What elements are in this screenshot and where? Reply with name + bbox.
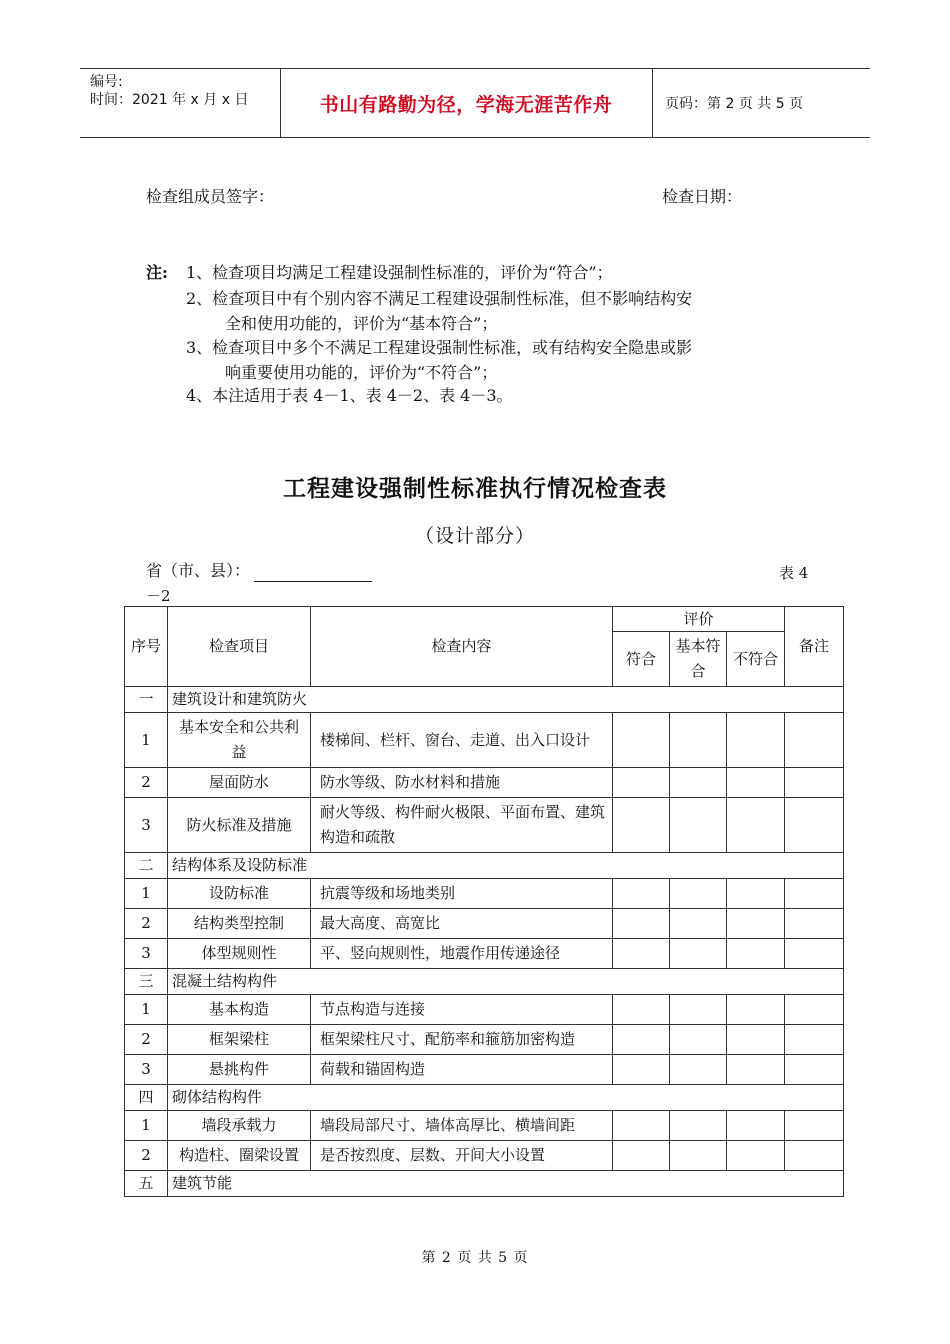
remarks-cell[interactable] <box>785 909 844 939</box>
table-row <box>125 879 844 909</box>
remarks-cell[interactable] <box>785 939 844 969</box>
basic-comply-cell[interactable] <box>670 879 727 909</box>
remarks-cell[interactable] <box>785 995 844 1025</box>
row-seq: 2 <box>125 909 168 939</box>
row-seq: 3 <box>125 939 168 969</box>
section-number: 二 <box>125 853 168 879</box>
row-seq: 1 <box>125 713 168 768</box>
row-seq: 1 <box>125 1111 168 1141</box>
basic-comply-cell[interactable] <box>670 713 727 768</box>
section-row <box>125 853 844 879</box>
comply-cell[interactable] <box>613 1111 670 1141</box>
comply-cell[interactable] <box>613 995 670 1025</box>
header-item: 检查项目 <box>168 607 311 687</box>
province-label: 省（市、县）： <box>146 561 251 580</box>
note-item: 4、本注适用于表 4－1、表 4－2、表 4－3。 <box>186 386 513 405</box>
remarks-cell[interactable] <box>785 879 844 909</box>
row-item: 基本安全和公共利益 <box>168 713 311 768</box>
section-number: 三 <box>125 969 168 995</box>
row-content: 框架梁柱尺寸、配筋率和箍筋加密构造 <box>311 1025 613 1055</box>
basic-comply-cell[interactable] <box>670 995 727 1025</box>
row-item: 框架梁柱 <box>168 1025 311 1055</box>
basic-comply-cell[interactable] <box>670 768 727 798</box>
comply-cell[interactable] <box>613 768 670 798</box>
row-item: 墙段承载力 <box>168 1111 311 1141</box>
row-content: 楼梯间、栏杆、窗台、走道、出入口设计 <box>311 713 613 768</box>
section-title: 建筑设计和建筑防火 <box>168 687 844 713</box>
remarks-cell[interactable] <box>785 713 844 768</box>
basic-comply-cell[interactable] <box>670 939 727 969</box>
table-row <box>125 995 844 1025</box>
row-content: 耐火等级、构件耐火极限、平面布置、建筑构造和疏散 <box>311 798 613 853</box>
row-content: 墙段局部尺寸、墙体高厚比、横墙间距 <box>311 1111 613 1141</box>
not-comply-cell[interactable] <box>727 1055 785 1085</box>
row-content: 防水等级、防水材料和措施 <box>311 768 613 798</box>
section-row <box>125 1085 844 1111</box>
document-title: 工程建设强制性标准执行情况检查表 <box>283 475 667 502</box>
comply-cell[interactable] <box>613 713 670 768</box>
section-row <box>125 687 844 713</box>
row-item: 悬挑构件 <box>168 1055 311 1085</box>
section-title: 砌体结构构件 <box>168 1085 844 1111</box>
comply-cell[interactable] <box>613 879 670 909</box>
not-comply-cell[interactable] <box>727 1025 785 1055</box>
row-item: 体型规则性 <box>168 939 311 969</box>
section-title: 混凝土结构构件 <box>168 969 844 995</box>
not-comply-cell[interactable] <box>727 1141 785 1171</box>
table-row <box>125 798 844 853</box>
row-seq: 2 <box>125 1141 168 1171</box>
table-number-continued: －2 <box>146 587 171 605</box>
header-basic-comply: 基本符合 <box>670 632 727 687</box>
table-header-row <box>125 607 844 632</box>
remarks-cell[interactable] <box>785 768 844 798</box>
comply-cell[interactable] <box>613 1025 670 1055</box>
section-row <box>125 1171 844 1197</box>
comply-cell[interactable] <box>613 798 670 853</box>
remarks-cell[interactable] <box>785 1055 844 1085</box>
note-item: 2、检查项目中有个别内容不满足工程建设强制性标准，但不影响结构安 <box>186 289 693 308</box>
header-meta <box>80 69 281 137</box>
not-comply-cell[interactable] <box>727 768 785 798</box>
table-row <box>125 1055 844 1085</box>
table-row <box>125 939 844 969</box>
row-content: 是否按烈度、层数、开间大小设置 <box>311 1141 613 1171</box>
section-title: 建筑节能 <box>168 1171 844 1197</box>
remarks-cell[interactable] <box>785 1111 844 1141</box>
basic-comply-cell[interactable] <box>670 1111 727 1141</box>
table-row <box>125 909 844 939</box>
basic-comply-cell[interactable] <box>670 798 727 853</box>
notes-prefix: 注: <box>146 263 168 282</box>
row-item: 屋面防水 <box>168 768 311 798</box>
section-number: 五 <box>125 1171 168 1197</box>
document-time-label: 时间：2021 年 x 月 x 日 <box>90 92 249 108</box>
page-footer: 第 2 页 共 5 页 <box>421 1250 529 1266</box>
comply-cell[interactable] <box>613 909 670 939</box>
row-seq: 1 <box>125 995 168 1025</box>
header-not-comply: 不符合 <box>727 632 785 687</box>
section-row <box>125 969 844 995</box>
header-remarks: 备注 <box>785 607 844 687</box>
not-comply-cell[interactable] <box>727 713 785 768</box>
note-item: 全和使用功能的，评价为“基本符合”； <box>225 314 498 333</box>
table-row <box>125 1111 844 1141</box>
row-seq: 1 <box>125 879 168 909</box>
inspection-date-label: 检查日期： <box>662 187 743 206</box>
header-motto-cell <box>280 69 653 137</box>
row-content: 抗震等级和场地类别 <box>311 879 613 909</box>
header-seq: 序号 <box>125 607 168 687</box>
header-motto: 书山有路勤为径，学海无涯苦作舟 <box>319 93 613 116</box>
row-item: 基本构造 <box>168 995 311 1025</box>
row-seq: 3 <box>125 798 168 853</box>
not-comply-cell[interactable] <box>727 939 785 969</box>
row-content: 节点构造与连接 <box>311 995 613 1025</box>
remarks-cell[interactable] <box>785 1025 844 1055</box>
note-item: 响重要使用功能的，评价为“不符合”； <box>225 363 498 382</box>
header-content: 检查内容 <box>311 607 613 687</box>
not-comply-cell[interactable] <box>727 909 785 939</box>
row-content: 平、竖向规则性，地震作用传递途径 <box>311 939 613 969</box>
header-evaluation: 评价 <box>613 607 785 632</box>
row-seq: 3 <box>125 1055 168 1085</box>
table-row <box>125 1141 844 1171</box>
document-subtitle: （设计部分） <box>414 525 535 547</box>
row-seq: 2 <box>125 1025 168 1055</box>
section-number: 四 <box>125 1085 168 1111</box>
not-comply-cell[interactable] <box>727 995 785 1025</box>
comply-cell[interactable] <box>613 1141 670 1171</box>
basic-comply-cell[interactable] <box>670 1025 727 1055</box>
remarks-cell[interactable] <box>785 1141 844 1171</box>
page-header <box>80 68 870 138</box>
row-item: 结构类型控制 <box>168 909 311 939</box>
basic-comply-cell[interactable] <box>670 1141 727 1171</box>
province-input-line[interactable] <box>254 564 372 582</box>
table-row <box>125 768 844 798</box>
document-number-label: 编号: <box>90 74 123 90</box>
not-comply-cell[interactable] <box>727 798 785 853</box>
row-item: 设防标准 <box>168 879 311 909</box>
table-row <box>125 1025 844 1055</box>
row-item: 防火标准及措施 <box>168 798 311 853</box>
header-page-cell <box>653 69 870 137</box>
comply-cell[interactable] <box>613 1055 670 1085</box>
inspection-table <box>124 606 844 1197</box>
table-number: 表 4 <box>779 564 809 582</box>
not-comply-cell[interactable] <box>727 1111 785 1141</box>
not-comply-cell[interactable] <box>727 879 785 909</box>
basic-comply-cell[interactable] <box>670 909 727 939</box>
table-row <box>125 713 844 768</box>
row-item: 构造柱、圈梁设置 <box>168 1141 311 1171</box>
signature-members-label: 检查组成员签字： <box>146 187 275 206</box>
note-item: 1、检查项目均满足工程建设强制性标准的，评价为“符合”； <box>186 263 613 282</box>
row-seq: 2 <box>125 768 168 798</box>
section-number: 一 <box>125 687 168 713</box>
row-content: 最大高度、高宽比 <box>311 909 613 939</box>
row-content: 荷载和锚固构造 <box>311 1055 613 1085</box>
province-row <box>146 560 372 582</box>
note-item: 3、检查项目中多个不满足工程建设强制性标准，或有结构安全隐患或影 <box>186 338 693 357</box>
section-title: 结构体系及设防标准 <box>168 853 844 879</box>
basic-comply-cell[interactable] <box>670 1055 727 1085</box>
comply-cell[interactable] <box>613 939 670 969</box>
header-comply: 符合 <box>613 632 670 687</box>
header-page-code: 页码：第 2 页 共 5 页 <box>665 96 804 112</box>
remarks-cell[interactable] <box>785 798 844 853</box>
